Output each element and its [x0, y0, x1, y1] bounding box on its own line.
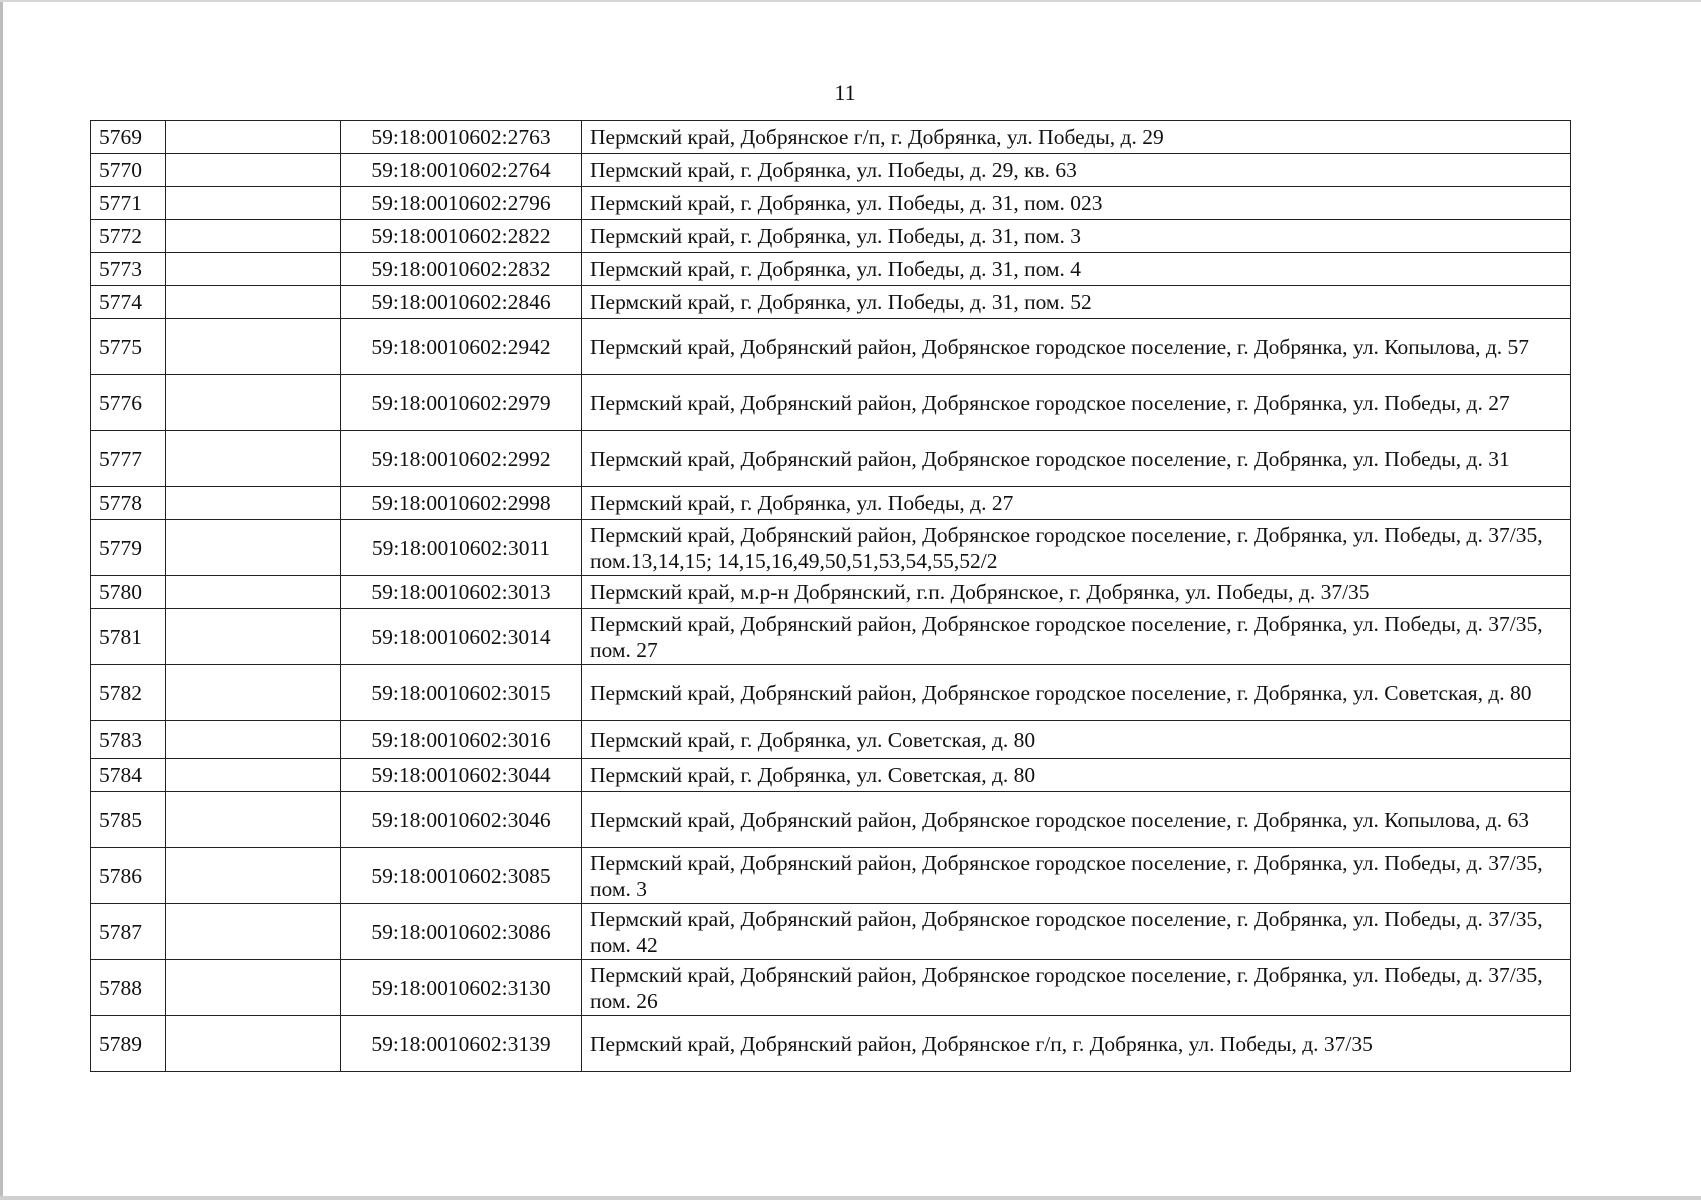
table-row [91, 375, 1571, 431]
address: Пермский край, Добрянский район, Добрянское городское поселение, г. Добрянка, ул. Копылова, д. 63 [582, 792, 1571, 848]
table-row [91, 904, 1571, 960]
table-row [91, 792, 1571, 848]
table-row [91, 121, 1571, 154]
row-number: 5784 [91, 759, 166, 792]
page-edge-bottom [0, 1196, 1701, 1200]
empty-cell [166, 759, 341, 792]
table-row [91, 576, 1571, 609]
row-number: 5785 [91, 792, 166, 848]
cadastral-number: 59:18:0010602:3014 [341, 609, 582, 665]
address: Пермский край, г. Добрянка, ул. Победы, д. 31, пом. 4 [582, 253, 1571, 286]
row-number: 5777 [91, 431, 166, 487]
empty-cell [166, 154, 341, 187]
cadastral-number: 59:18:0010602:3013 [341, 576, 582, 609]
table-row [91, 665, 1571, 721]
empty-cell [166, 609, 341, 665]
row-number: 5783 [91, 721, 166, 759]
empty-cell [166, 253, 341, 286]
cadastral-number: 59:18:0010602:2796 [341, 187, 582, 220]
table-row [91, 154, 1571, 187]
empty-cell [166, 721, 341, 759]
address: Пермский край, Добрянский район, Добрянское городское поселение, г. Добрянка, ул. Победы, д. 27 [582, 375, 1571, 431]
address: Пермский край, Добрянский район, Добрянское городское поселение, г. Добрянка, ул. Победы, д. 37/35, пом. 42 [582, 904, 1571, 960]
cadastral-number: 59:18:0010602:3016 [341, 721, 582, 759]
address: Пермский край, Добрянский район, Добрянское городское поселение, г. Добрянка, ул. Победы, д. 37/35, пом. 27 [582, 609, 1571, 665]
empty-cell [166, 904, 341, 960]
address: Пермский край, г. Добрянка, ул. Победы, д. 31, пом. 52 [582, 286, 1571, 319]
address: Пермский край, г. Добрянка, ул. Советская, д. 80 [582, 759, 1571, 792]
cadastral-number: 59:18:0010602:2846 [341, 286, 582, 319]
table-row [91, 848, 1571, 904]
row-number: 5774 [91, 286, 166, 319]
row-number: 5786 [91, 848, 166, 904]
table-row [91, 721, 1571, 759]
empty-cell [166, 319, 341, 375]
row-number: 5772 [91, 220, 166, 253]
address: Пермский край, г. Добрянка, ул. Победы, д. 29, кв. 63 [582, 154, 1571, 187]
cadastral-number: 59:18:0010602:2942 [341, 319, 582, 375]
empty-cell [166, 220, 341, 253]
address: Пермский край, Добрянский район, Добрянское городское поселение, г. Добрянка, ул. Победы, д. 37/35, пом. 26 [582, 960, 1571, 1016]
page-edge-left [0, 0, 3, 1200]
cadastral-number: 59:18:0010602:3130 [341, 960, 582, 1016]
empty-cell [166, 286, 341, 319]
table-row [91, 759, 1571, 792]
cadastral-number: 59:18:0010602:2764 [341, 154, 582, 187]
cadastral-number: 59:18:0010602:3139 [341, 1016, 582, 1072]
empty-cell [166, 431, 341, 487]
row-number: 5780 [91, 576, 166, 609]
empty-cell [166, 665, 341, 721]
empty-cell [166, 1016, 341, 1072]
address: Пермский край, г. Добрянка, ул. Советская, д. 80 [582, 721, 1571, 759]
cadastral-number: 59:18:0010602:2832 [341, 253, 582, 286]
empty-cell [166, 960, 341, 1016]
address: Пермский край, г. Добрянка, ул. Победы, д. 31, пом. 023 [582, 187, 1571, 220]
row-number: 5781 [91, 609, 166, 665]
page-edge-top [0, 0, 1701, 2]
registry-table [90, 120, 1571, 1072]
empty-cell [166, 792, 341, 848]
address: Пермский край, Добрянский район, Добрянское городское поселение, г. Добрянка, ул. Победы, д. 37/35, пом. 3 [582, 848, 1571, 904]
row-number: 5788 [91, 960, 166, 1016]
table-row [91, 431, 1571, 487]
address: Пермский край, м.р-н Добрянский, г.п. Добрянское, г. Добрянка, ул. Победы, д. 37/35 [582, 576, 1571, 609]
empty-cell [166, 848, 341, 904]
cadastral-number: 59:18:0010602:2763 [341, 121, 582, 154]
table-row [91, 520, 1571, 576]
row-number: 5776 [91, 375, 166, 431]
empty-cell [166, 487, 341, 520]
cadastral-number: 59:18:0010602:2979 [341, 375, 582, 431]
address: Пермский край, г. Добрянка, ул. Победы, д. 27 [582, 487, 1571, 520]
address: Пермский край, Добрянское г/п, г. Добрянка, ул. Победы, д. 29 [582, 121, 1571, 154]
table-row [91, 487, 1571, 520]
empty-cell [166, 121, 341, 154]
empty-cell [166, 375, 341, 431]
address: Пермский край, г. Добрянка, ул. Победы, д. 31, пом. 3 [582, 220, 1571, 253]
table-row [91, 187, 1571, 220]
table-row [91, 286, 1571, 319]
address: Пермский край, Добрянский район, Добрянское городское поселение, г. Добрянка, ул. Советская, д. 80 [582, 665, 1571, 721]
row-number: 5771 [91, 187, 166, 220]
cadastral-number: 59:18:0010602:3011 [341, 520, 582, 576]
row-number: 5769 [91, 121, 166, 154]
empty-cell [166, 187, 341, 220]
cadastral-number: 59:18:0010602:2992 [341, 431, 582, 487]
cadastral-number: 59:18:0010602:2998 [341, 487, 582, 520]
page-number: 11 [834, 80, 856, 105]
cadastral-number: 59:18:0010602:3085 [341, 848, 582, 904]
table-row [91, 960, 1571, 1016]
table-row [91, 220, 1571, 253]
cadastral-number: 59:18:0010602:3046 [341, 792, 582, 848]
address: Пермский край, Добрянский район, Добрянское г/п, г. Добрянка, ул. Победы, д. 37/35 [582, 1016, 1571, 1072]
cadastral-number: 59:18:0010602:3015 [341, 665, 582, 721]
row-number: 5779 [91, 520, 166, 576]
row-number: 5770 [91, 154, 166, 187]
row-number: 5787 [91, 904, 166, 960]
empty-cell [166, 576, 341, 609]
address: Пермский край, Добрянский район, Добрянское городское поселение, г. Добрянка, ул. Победы, д. 31 [582, 431, 1571, 487]
address: Пермский край, Добрянский район, Добрянское городское поселение, г. Добрянка, ул. Победы, д. 37/35, пом.13,14,15; 14,15,16,49,50,51,53,54,55,52/2 [582, 520, 1571, 576]
row-number: 5789 [91, 1016, 166, 1072]
row-number: 5778 [91, 487, 166, 520]
cadastral-number: 59:18:0010602:3044 [341, 759, 582, 792]
table-row [91, 609, 1571, 665]
cadastral-number: 59:18:0010602:2822 [341, 220, 582, 253]
row-number: 5782 [91, 665, 166, 721]
empty-cell [166, 520, 341, 576]
table-row [91, 253, 1571, 286]
table-row [91, 1016, 1571, 1072]
row-number: 5775 [91, 319, 166, 375]
row-number: 5773 [91, 253, 166, 286]
address: Пермский край, Добрянский район, Добрянское городское поселение, г. Добрянка, ул. Копылова, д. 57 [582, 319, 1571, 375]
table-row [91, 319, 1571, 375]
cadastral-number: 59:18:0010602:3086 [341, 904, 582, 960]
